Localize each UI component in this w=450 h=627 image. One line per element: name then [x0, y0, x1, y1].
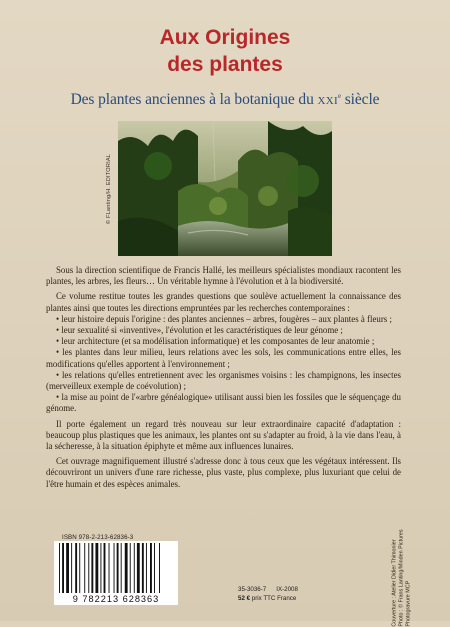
price: 52 €: [238, 595, 251, 602]
paragraph-adaptation: Il porte également un regard très nouveau sur leur extraordinaire capacité d'adaptation : beaucoup plus plastiques que les animaux, les plantes ont su s'adapter au froid, à la vie dans l'eau, à la sécheresse, à la situation épiphyte et même aux influences lunaires.: [46, 418, 401, 452]
bullet-item: • la mise au point de l'«arbre généalogique» utilisant aussi bien les fossiles que le séquençage du génome.: [46, 392, 401, 414]
edition-date: IX-2008: [276, 586, 298, 593]
print-info: [238, 585, 298, 603]
bullet-item: • leur histoire depuis l'origine : des plantes anciennes – arbres, fougères – aux plantes à fleurs ;: [56, 313, 392, 324]
paragraph-audience: Cet ouvrage magnifiquement illustré s'adresse donc à tous ceux que les végétaux intéressent. Ils découvriront un univers d'une rare richesse, plus vaste, plus complexe, plus luxuriant que celui de l'être humain et des espèces animales.: [46, 456, 401, 489]
code-row: [238, 585, 298, 594]
barcode-number: 9 782213 628363: [54, 594, 178, 605]
rainforest-photo: [118, 121, 332, 256]
colophon-line: Couverture : Atelier Didier Thimonier: [391, 539, 398, 627]
price-row: [238, 594, 298, 603]
subtitle-century: XXI: [317, 95, 338, 107]
price-note: prix TTC France: [250, 595, 297, 602]
bullet-item: • les plantes dans leur milieu, leurs relations avec les sols, les communications entre elles, les modifications qu'elles apportent à l'environnement ;: [46, 347, 401, 369]
bullet-item: • leur architecture (et sa modélisation informatique) et les composantes de leur anatomie ;: [56, 336, 375, 347]
colophon-line: Photo : © Frans Lanting/Minden Pictures: [398, 529, 405, 627]
title-line-1: Aux Origines: [159, 26, 291, 49]
colophon-line: Photogravure MCP: [405, 580, 412, 627]
rainforest-illustration: [118, 121, 332, 256]
subtitle-text: Des plantes anciennes à la botanique du: [70, 91, 318, 108]
bullet-item: • leur sexualité si «inventive», l'évolution et les caractéristiques de leur génome ;: [56, 325, 343, 336]
paragraph-intro: Sous la direction scientifique de Francis Hallé, les meilleurs spécialistes mondiaux racontent les plantes, les arbres, les fleurs… Un véritable hymne à l'évolution et à la biodiversité.: [46, 265, 401, 287]
book-code: 35-3036-7: [238, 586, 267, 593]
bullet-item: • les relations qu'elles entretiennent avec les organismes voisins : les champignons, les insectes (merveilleux exemple de coévolution) ;: [46, 369, 401, 392]
isbn-label: ISBN 978-2-213-62836-3: [62, 534, 134, 541]
colophon-text: [392, 529, 413, 626]
photo-credit-text: © FLanting/H. EDITORIAL: [106, 153, 112, 224]
subtitle: [0, 91, 450, 109]
back-cover-text: [46, 265, 401, 494]
subtitle-century-sup: e: [337, 91, 341, 100]
title-line-2: des plantes: [167, 53, 283, 76]
subtitle-end: siècle: [340, 91, 380, 108]
photo-credit: [101, 121, 117, 256]
paragraph-topics: Ce volume restitue toutes les grandes questions que soulève actuellement la connaissance des plantes ainsi que toutes les directions empruntées par les recherches contemporaines :: [46, 291, 401, 313]
barcode-bars: [57, 543, 175, 595]
colophon: [380, 529, 424, 627]
